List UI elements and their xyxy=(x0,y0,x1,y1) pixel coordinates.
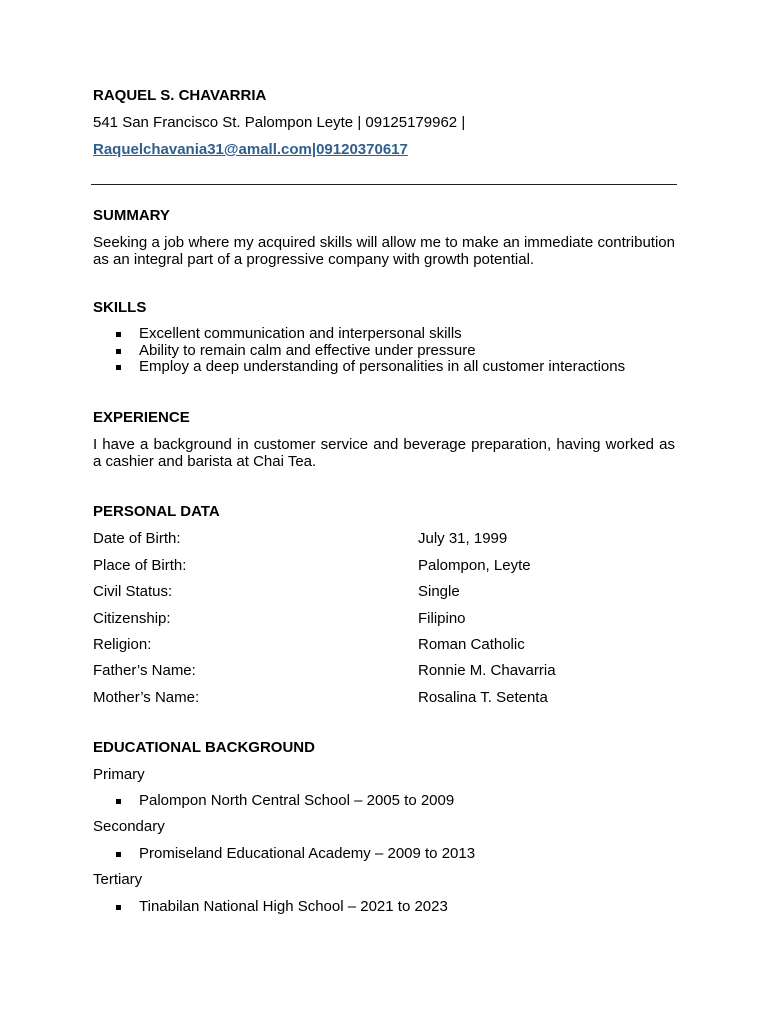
experience-text: I have a background in customer service and beverage preparation, having worked as a cashier and barista at Chai Tea. xyxy=(93,436,675,470)
pd-value: Roman Catholic xyxy=(418,636,525,653)
pd-label: Religion: xyxy=(93,636,152,653)
list-item xyxy=(93,343,625,360)
bullet-icon xyxy=(116,905,121,910)
bullet-icon xyxy=(116,799,121,804)
address-line: 541 San Francisco St. Palompon Leyte | 09125179962 | xyxy=(93,114,466,131)
pd-value: July 31, 1999 xyxy=(418,530,508,547)
education-level: Secondary xyxy=(93,818,165,835)
education-list xyxy=(93,899,448,916)
pd-value: Palompon, Leyte xyxy=(418,557,531,574)
pd-value: Rosalina T. Setenta xyxy=(418,689,548,706)
pd-label: Father’s Name: xyxy=(93,662,196,679)
pd-value: Filipino xyxy=(418,610,466,627)
pd-value: Single xyxy=(418,583,460,600)
skills-heading: SKILLS xyxy=(93,299,147,316)
summary-heading: SUMMARY xyxy=(93,207,170,224)
applicant-name: RAQUEL S. CHAVARRIA xyxy=(93,87,267,104)
education-level: Primary xyxy=(93,766,145,783)
pd-label: Citizenship: xyxy=(93,610,171,627)
school-text: Palompon North Central School – 2005 to 2009 xyxy=(139,792,455,809)
education-level: Tertiary xyxy=(93,871,143,888)
email-link[interactable]: Raquelchavania31@amall.com|09120370617 xyxy=(93,141,408,158)
skill-text: Ability to remain calm and effective under pressure xyxy=(139,341,476,359)
header-divider xyxy=(91,184,677,185)
pd-label: Place of Birth: xyxy=(93,557,187,574)
education-heading: EDUCATIONAL BACKGROUND xyxy=(93,739,315,756)
bullet-icon xyxy=(116,365,121,370)
skills-list xyxy=(93,326,625,376)
bullet-icon xyxy=(116,332,121,337)
education-list xyxy=(93,793,454,810)
bullet-icon xyxy=(116,852,121,857)
list-item xyxy=(93,899,448,916)
summary-text: Seeking a job where my acquired skills will allow me to make an immediate contribution as an integral part of a progressive company with growth potential. xyxy=(93,234,675,268)
pd-label: Date of Birth: xyxy=(93,530,181,547)
pd-label: Civil Status: xyxy=(93,583,173,600)
pd-label: Mother’s Name: xyxy=(93,689,200,706)
experience-heading: EXPERIENCE xyxy=(93,409,190,426)
bullet-icon xyxy=(116,349,121,354)
personal-data-heading: PERSONAL DATA xyxy=(93,503,220,520)
school-text: Promiseland Educational Academy – 2009 to 2013 xyxy=(139,845,476,862)
list-item xyxy=(93,359,625,376)
skill-text: Excellent communication and interpersonal skills xyxy=(139,325,462,342)
list-item xyxy=(93,846,475,863)
education-list xyxy=(93,846,475,863)
skill-text: Employ a deep understanding of personalities in all customer interactions xyxy=(139,358,626,375)
school-text: Tinabilan National High School – 2021 to 2023 xyxy=(139,898,448,915)
pd-value: Ronnie M. Chavarria xyxy=(418,662,556,679)
list-item xyxy=(93,793,454,810)
list-item xyxy=(93,326,625,343)
